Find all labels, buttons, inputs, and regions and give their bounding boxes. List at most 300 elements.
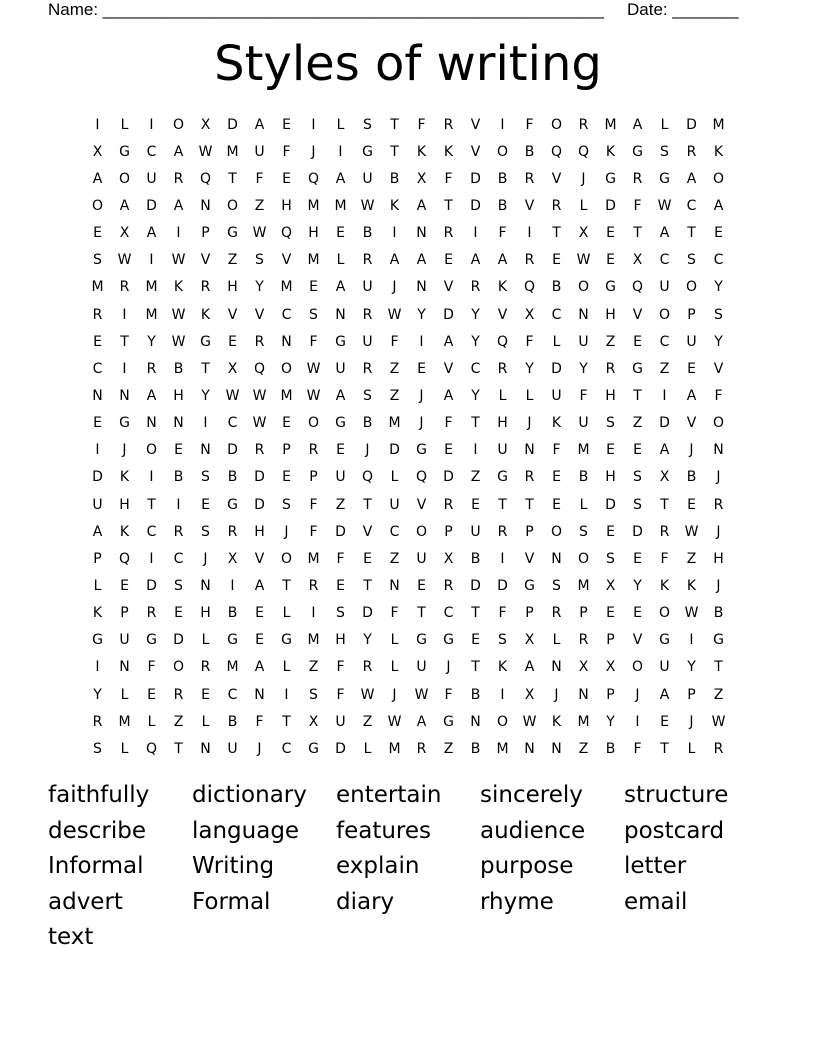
grid-letter: H <box>335 632 346 649</box>
grid-letter: O <box>658 306 671 323</box>
grid-letter: V <box>443 279 454 296</box>
grid-letter: B <box>389 170 400 187</box>
grid-letter: D <box>146 577 157 594</box>
grid-letter: G <box>416 442 427 459</box>
grid-letter: V <box>416 496 427 513</box>
grid-letter: P <box>201 225 210 242</box>
grid-letter: V <box>524 197 535 214</box>
grid-letter: S <box>309 306 318 323</box>
grid-letter: D <box>335 740 346 757</box>
grid-letter: U <box>659 279 670 296</box>
grid-letter: E <box>552 496 561 513</box>
grid-letter: K <box>92 605 103 622</box>
grid-letter: I <box>95 116 100 133</box>
grid-row <box>84 382 732 409</box>
grid-letter: D <box>632 523 643 540</box>
grid-letter: W <box>360 686 375 703</box>
grid-letter: N <box>200 740 211 757</box>
grid-letter: F <box>255 713 264 730</box>
grid-letter: T <box>714 659 723 676</box>
grid-letter: X <box>227 550 238 567</box>
grid-letter: M <box>307 252 320 269</box>
grid-letter: M <box>577 713 590 730</box>
grid-letter: T <box>660 740 669 757</box>
grid-letter: J <box>365 442 370 459</box>
grid-letter: A <box>659 686 670 703</box>
grid-letter: C <box>659 252 670 269</box>
grid-letter: O <box>172 659 185 676</box>
grid-letter: F <box>633 197 642 214</box>
grid-row <box>84 464 732 491</box>
grid-letter: U <box>119 632 130 649</box>
grid-letter: E <box>552 469 561 486</box>
grid-letter: Q <box>199 170 212 187</box>
grid-letter: R <box>200 659 211 676</box>
grid-letter: H <box>200 605 211 622</box>
grid-letter: S <box>174 577 183 594</box>
grid-letter: G <box>281 632 292 649</box>
page-title: Styles of writing <box>214 36 602 92</box>
grid-letter: K <box>389 197 400 214</box>
grid-letter: P <box>93 550 102 567</box>
grid-letter: I <box>635 713 640 730</box>
grid-letter: V <box>686 415 697 432</box>
grid-letter: H <box>605 387 616 404</box>
grid-letter: R <box>551 605 562 622</box>
grid-letter: U <box>578 333 589 350</box>
grid-letter: G <box>200 333 211 350</box>
grid-letter: O <box>658 605 671 622</box>
grid-letter: M <box>307 632 320 649</box>
grid-letter: Z <box>389 387 400 404</box>
grid-letter: Y <box>471 387 480 404</box>
grid-letter: A <box>686 170 697 187</box>
grid-letter: T <box>390 116 399 133</box>
grid-letter: E <box>687 496 696 513</box>
grid-letter: E <box>606 225 615 242</box>
grid-letter: B <box>227 469 238 486</box>
grid-letter: E <box>282 170 291 187</box>
grid-row <box>84 355 732 382</box>
grid-letter: Z <box>470 469 481 486</box>
grid-row <box>84 491 732 518</box>
grid-letter: I <box>203 415 208 432</box>
grid-letter: F <box>714 387 723 404</box>
grid-letter: E <box>471 496 480 513</box>
grid-letter: C <box>92 360 103 377</box>
grid-letter: P <box>579 605 588 622</box>
grid-letter: E <box>444 442 453 459</box>
grid-letter: I <box>149 252 154 269</box>
grid-letter: F <box>444 170 453 187</box>
grid-letter: A <box>443 387 454 404</box>
grid-letter: Y <box>363 632 372 649</box>
grid-letter: J <box>635 686 640 703</box>
grid-letter: S <box>363 116 372 133</box>
grid-letter: F <box>309 496 318 513</box>
grid-letter: H <box>497 415 508 432</box>
grid-letter: I <box>122 306 127 323</box>
grid-letter: A <box>470 252 481 269</box>
grid-letter: C <box>227 415 238 432</box>
grid-letter: L <box>282 605 291 622</box>
grid-letter: C <box>389 523 400 540</box>
grid-letter: N <box>200 197 211 214</box>
grid-letter: E <box>93 333 102 350</box>
grid-letter: L <box>147 713 156 730</box>
grid-letter: Z <box>335 496 346 513</box>
grid-letter: J <box>716 577 721 594</box>
grid-letter: D <box>254 469 265 486</box>
grid-letter: W <box>684 523 699 540</box>
grid-letter: R <box>713 496 724 513</box>
grid-letter: E <box>363 550 372 567</box>
grid-letter: U <box>389 496 400 513</box>
grid-letter: R <box>146 360 157 377</box>
grid-letter: B <box>497 170 508 187</box>
grid-letter: Y <box>606 713 615 730</box>
grid-letter: B <box>605 740 616 757</box>
grid-letter: R <box>173 170 184 187</box>
grid-letter: M <box>118 713 131 730</box>
grid-letter: M <box>388 740 401 757</box>
grid-letter: N <box>578 306 589 323</box>
grid-letter: Y <box>714 333 723 350</box>
grid-letter: G <box>119 143 130 160</box>
grid-letter: M <box>388 415 401 432</box>
grid-letter: O <box>280 360 293 377</box>
grid-letter: R <box>254 442 265 459</box>
grid-row <box>84 735 732 762</box>
grid-letter: E <box>120 577 129 594</box>
grid-letter: O <box>496 143 509 160</box>
grid-letter: E <box>633 605 642 622</box>
grid-letter: V <box>254 306 265 323</box>
grid-letter: U <box>92 496 103 513</box>
grid-letter: I <box>176 496 181 513</box>
grid-letter: H <box>227 279 238 296</box>
grid-letter: N <box>524 740 535 757</box>
grid-letter: E <box>471 632 480 649</box>
grid-letter: P <box>525 605 534 622</box>
grid-letter: S <box>687 252 696 269</box>
grid-letter: R <box>173 523 184 540</box>
word-list-item: sincerely <box>480 782 583 808</box>
grid-letter: G <box>335 333 346 350</box>
grid-letter: D <box>497 577 508 594</box>
grid-letter: P <box>120 605 129 622</box>
grid-letter: Z <box>659 360 670 377</box>
grid-letter: V <box>281 252 292 269</box>
grid-letter: E <box>444 252 453 269</box>
grid-letter: I <box>500 686 505 703</box>
grid-letter: V <box>227 306 238 323</box>
word-list-item: advert <box>48 888 123 915</box>
grid-letter: U <box>335 713 346 730</box>
grid-letter: A <box>119 197 130 214</box>
grid-letter: Z <box>605 333 616 350</box>
grid-letter: X <box>605 659 616 676</box>
grid-letter: F <box>336 686 345 703</box>
grid-letter: L <box>201 632 210 649</box>
grid-row <box>84 410 732 437</box>
grid-letter: F <box>579 387 588 404</box>
grid-letter: X <box>578 659 589 676</box>
grid-letter: G <box>632 360 643 377</box>
grid-letter: V <box>470 116 481 133</box>
grid-row <box>84 627 732 654</box>
grid-letter: E <box>282 116 291 133</box>
grid-letter: W <box>171 306 186 323</box>
grid-row <box>84 708 732 735</box>
grid-letter: J <box>392 279 397 296</box>
grid-letter: C <box>173 550 184 567</box>
grid-letter: Z <box>686 550 697 567</box>
grid-letter: X <box>632 252 643 269</box>
grid-letter: E <box>336 442 345 459</box>
grid-letter: F <box>444 686 453 703</box>
grid-letter: Q <box>307 170 320 187</box>
word-list-item: faithfully <box>48 782 150 808</box>
grid-letter: M <box>496 740 509 757</box>
grid-letter: E <box>606 252 615 269</box>
grid-letter: G <box>227 225 238 242</box>
letter-grid <box>84 111 732 762</box>
grid-letter: Z <box>308 659 319 676</box>
word-list-item: purpose <box>480 853 574 879</box>
grid-row <box>84 138 732 165</box>
grid-letter: B <box>470 740 481 757</box>
grid-letter: V <box>362 523 373 540</box>
grid-letter: Y <box>471 306 480 323</box>
grid-letter: K <box>551 713 562 730</box>
grid-letter: V <box>551 170 562 187</box>
grid-letter: I <box>473 225 478 242</box>
grid-letter: G <box>335 415 346 432</box>
grid-letter: F <box>525 116 534 133</box>
grid-letter: L <box>336 116 345 133</box>
grid-letter: L <box>363 740 372 757</box>
grid-letter: J <box>689 713 694 730</box>
grid-letter: C <box>713 252 724 269</box>
grid-letter: L <box>201 713 210 730</box>
grid-letter: S <box>336 605 345 622</box>
grid-letter: B <box>686 469 697 486</box>
grid-letter: P <box>687 686 696 703</box>
grid-letter: Q <box>280 225 293 242</box>
grid-letter: I <box>500 550 505 567</box>
grid-letter: Z <box>632 415 643 432</box>
grid-letter: K <box>497 279 508 296</box>
grid-letter: B <box>524 143 535 160</box>
grid-letter: T <box>471 659 480 676</box>
grid-letter: A <box>389 252 400 269</box>
grid-letter: M <box>280 279 293 296</box>
grid-letter: E <box>552 252 561 269</box>
grid-letter: P <box>606 686 615 703</box>
grid-letter: U <box>254 143 265 160</box>
grid-letter: J <box>419 415 424 432</box>
grid-letter: D <box>551 360 562 377</box>
grid-letter: Q <box>523 279 536 296</box>
grid-letter: O <box>577 279 590 296</box>
grid-letter: W <box>225 387 240 404</box>
grid-letter: R <box>362 360 373 377</box>
grid-letter: K <box>443 143 454 160</box>
grid-letter: A <box>254 659 265 676</box>
grid-letter: D <box>659 415 670 432</box>
grid-letter: E <box>336 225 345 242</box>
grid-letter: G <box>146 632 157 649</box>
grid-letter: S <box>282 496 291 513</box>
grid-letter: K <box>659 577 670 594</box>
grid-letter: G <box>497 469 508 486</box>
grid-letter: T <box>633 387 642 404</box>
word-list-item: dictionary <box>192 782 307 808</box>
grid-letter: I <box>419 333 424 350</box>
grid-letter: F <box>255 170 264 187</box>
grid-letter: H <box>281 197 292 214</box>
grid-letter: S <box>255 252 264 269</box>
grid-row <box>84 681 732 708</box>
grid-letter: O <box>631 659 644 676</box>
grid-row <box>84 572 732 599</box>
grid-letter: R <box>254 333 265 350</box>
grid-letter: Q <box>415 469 428 486</box>
grid-letter: X <box>659 469 670 486</box>
grid-letter: T <box>471 605 480 622</box>
grid-letter: A <box>335 170 346 187</box>
grid-letter: A <box>92 170 103 187</box>
grid-letter: F <box>147 659 156 676</box>
grid-letter: E <box>417 360 426 377</box>
grid-letter: O <box>172 116 185 133</box>
grid-letter: U <box>416 659 427 676</box>
grid-letter: T <box>228 170 237 187</box>
grid-row <box>84 328 732 355</box>
grid-letter: T <box>282 577 291 594</box>
grid-letter: Z <box>713 686 724 703</box>
grid-letter: S <box>363 387 372 404</box>
grid-letter: Q <box>496 333 509 350</box>
grid-letter: N <box>416 225 427 242</box>
date-field-label: Date: _______ <box>627 0 739 19</box>
grid-letter: W <box>171 333 186 350</box>
grid-letter: J <box>122 442 127 459</box>
grid-letter: A <box>416 252 427 269</box>
grid-letter: T <box>687 225 696 242</box>
grid-letter: K <box>551 415 562 432</box>
grid-letter: I <box>311 116 316 133</box>
grid-letter: L <box>390 632 399 649</box>
grid-letter: V <box>470 143 481 160</box>
grid-letter: H <box>173 387 184 404</box>
grid-letter: N <box>146 415 157 432</box>
grid-letter: D <box>470 170 481 187</box>
grid-letter: M <box>145 279 158 296</box>
grid-letter: Y <box>201 387 210 404</box>
grid-letter: D <box>227 116 238 133</box>
grid-letter: R <box>200 279 211 296</box>
grid-letter: I <box>473 442 478 459</box>
grid-letter: W <box>306 387 321 404</box>
grid-letter: M <box>280 387 293 404</box>
grid-letter: T <box>444 197 453 214</box>
grid-letter: S <box>633 496 642 513</box>
grid-letter: K <box>119 523 130 540</box>
grid-letter: L <box>390 469 399 486</box>
grid-letter: J <box>716 523 721 540</box>
grid-letter: R <box>524 469 535 486</box>
grid-letter: S <box>606 550 615 567</box>
grid-letter: U <box>146 170 157 187</box>
grid-letter: J <box>527 415 532 432</box>
grid-letter: W <box>387 306 402 323</box>
grid-row <box>84 165 732 192</box>
grid-letter: I <box>95 442 100 459</box>
grid-letter: V <box>632 306 643 323</box>
grid-letter: D <box>605 197 616 214</box>
grid-letter: Z <box>254 197 265 214</box>
grid-letter: P <box>606 632 615 649</box>
grid-letter: E <box>147 686 156 703</box>
grid-letter: D <box>173 632 184 649</box>
grid-letter: G <box>362 143 373 160</box>
grid-letter: R <box>632 170 643 187</box>
grid-row <box>84 545 732 572</box>
grid-letter: T <box>525 496 534 513</box>
grid-letter: M <box>712 116 725 133</box>
grid-letter: N <box>416 279 427 296</box>
grid-letter: D <box>470 577 481 594</box>
grid-letter: V <box>713 360 724 377</box>
grid-letter: P <box>309 469 318 486</box>
grid-letter: G <box>443 713 454 730</box>
grid-letter: A <box>335 279 346 296</box>
grid-letter: A <box>659 225 670 242</box>
grid-letter: N <box>713 442 724 459</box>
grid-letter: D <box>686 116 697 133</box>
grid-letter: T <box>363 577 372 594</box>
grid-letter: C <box>281 740 292 757</box>
grid-letter: A <box>632 116 643 133</box>
grid-letter: J <box>284 523 289 540</box>
grid-letter: Z <box>173 713 184 730</box>
grid-letter: Y <box>93 686 102 703</box>
grid-letter: E <box>606 442 615 459</box>
grid-letter: U <box>362 170 373 187</box>
grid-letter: N <box>470 713 481 730</box>
grid-letter: B <box>173 469 184 486</box>
grid-letter: F <box>633 740 642 757</box>
grid-letter: X <box>308 713 319 730</box>
grid-letter: I <box>122 360 127 377</box>
grid-letter: R <box>362 252 373 269</box>
grid-letter: O <box>118 170 131 187</box>
grid-letter: F <box>498 225 507 242</box>
word-list-item: structure <box>624 782 729 808</box>
grid-letter: N <box>200 577 211 594</box>
grid-letter: T <box>363 496 372 513</box>
grid-letter: E <box>606 605 615 622</box>
grid-letter: N <box>551 740 562 757</box>
grid-letter: F <box>525 333 534 350</box>
grid-letter: H <box>713 550 724 567</box>
grid-letter: E <box>282 469 291 486</box>
grid-letter: I <box>338 143 343 160</box>
grid-letter: W <box>306 360 321 377</box>
grid-letter: R <box>659 523 670 540</box>
